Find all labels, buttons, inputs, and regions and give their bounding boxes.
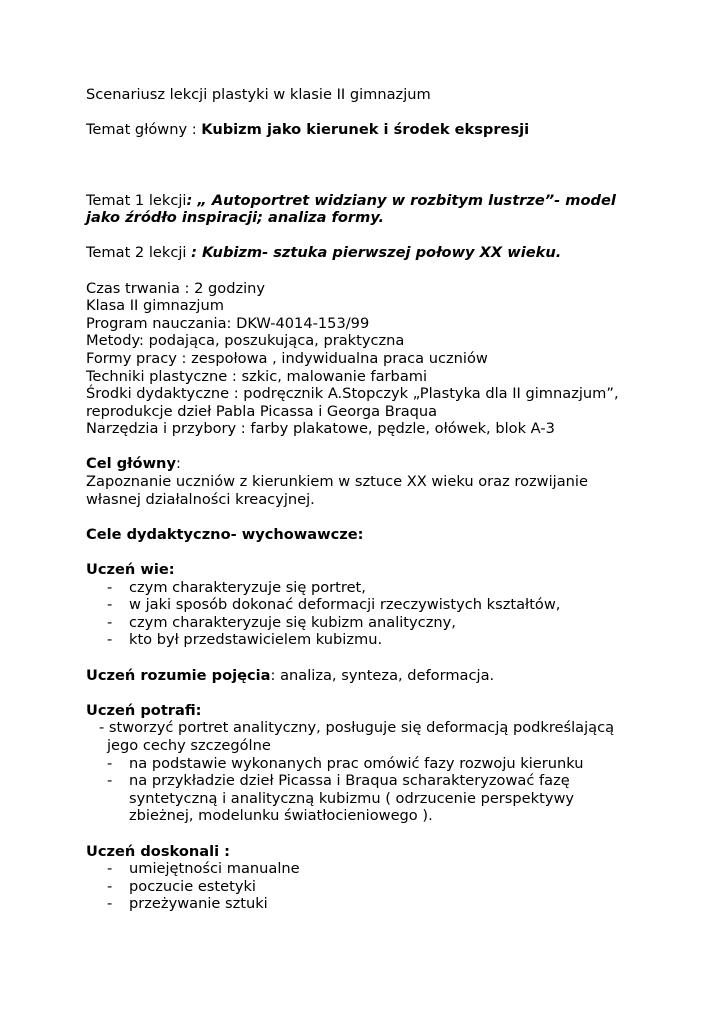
- bullet-dash: -: [107, 613, 113, 631]
- bullet-dash: -: [107, 578, 113, 596]
- lesson2-label: Temat 2 lekcji: [86, 244, 192, 262]
- main-topic: [86, 121, 646, 139]
- lesson1-title-cont: jako źródło inspiracji; analiza formy.: [86, 209, 385, 227]
- lesson1-topic: [86, 192, 646, 210]
- info-work-forms: Formy pracy : zespołowa , indywidualna praca uczniów: [86, 349, 488, 367]
- can-first-item-cont: jego cechy szczególne: [107, 736, 271, 754]
- understands-line: [86, 667, 646, 685]
- info-techniques: Techniki plastyczne : szkic, malowanie farbami: [86, 367, 428, 385]
- info-teaching-aids: Środki dydaktyczne : podręcznik A.Stopczyk „Plastyka dla II gimnazjum”,: [86, 385, 619, 403]
- bullet-dash: -: [107, 860, 113, 878]
- lesson1-label: Temat 1 lekcji: [86, 191, 187, 209]
- list-item: - czym charakteryzuje się portret,: [107, 578, 366, 596]
- can-list: [86, 755, 646, 825]
- list-item: - na podstawie wykonanych prac omówić fazy rozwoju kierunku: [107, 754, 584, 772]
- knows-list: [86, 579, 646, 649]
- lesson2-title: : Kubizm- sztuka pierwszej połowy XX wieku.: [191, 244, 562, 262]
- didactic-goals-heading: Cele dydaktyczno- wychowawcze:: [86, 525, 364, 543]
- knows-heading: Uczeń wie:: [86, 561, 175, 579]
- info-duration: Czas trwania : 2 godziny: [86, 279, 266, 297]
- can-first-item: - stworzyć portret analityczny, posługuje się deformacją podkreślającą: [99, 719, 615, 737]
- list-item: - umiejętności manualne: [107, 860, 300, 878]
- can-heading: Uczeń potrafi:: [86, 701, 202, 719]
- bullet-dash: -: [107, 877, 113, 895]
- info-program: Program nauczania: DKW-4014-153/99: [86, 314, 370, 332]
- main-goal-text-line1: Zapoznanie uczniów z kierunkiem w sztuce XX wieku oraz rozwijanie: [86, 473, 588, 491]
- info-methods: Metody: podająca, poszukująca, praktyczna: [86, 332, 405, 350]
- bullet-dash: -: [107, 772, 113, 790]
- perfects-heading: Uczeń doskonali :: [86, 842, 231, 860]
- list-item: - przeżywanie sztuki: [107, 895, 268, 913]
- list-item: - na przykładzie dzieł Picassa i Braqua scharakteryzować fazę syntetyczną i analityczną kubizmu ( odrzucenie perspektywy zbieżnej, modelunku światłocieniowego ).: [107, 772, 575, 825]
- main-topic-label: Temat główny :: [86, 121, 202, 139]
- info-class: Klasa II gimnazjum: [86, 297, 224, 315]
- info-tools: Narzędzia i przybory : farby plakatowe, pędzle, ołówek, blok A-3: [86, 420, 555, 438]
- understands-text: : analiza, synteza, deformacja.: [270, 666, 495, 684]
- bullet-dash: -: [107, 895, 113, 913]
- perfects-list: [86, 860, 646, 913]
- main-goal-heading: Cel główny:: [86, 455, 181, 473]
- main-goal-text-line2: własnej działalności kreacyjnej.: [86, 490, 315, 508]
- document-page: [86, 86, 646, 913]
- lesson1-title: : „ Autoportret widziany w rozbitym lustrze”- model: [186, 191, 616, 209]
- scenario-title: Scenariusz lekcji plastyki w klasie II gimnazjum: [86, 86, 431, 103]
- bullet-dash: -: [107, 754, 113, 772]
- bullet-dash: -: [107, 631, 113, 649]
- list-item: - czym charakteryzuje się kubizm analityczny,: [107, 613, 456, 631]
- understands-heading: Uczeń rozumie pojęcia: [86, 666, 271, 684]
- lesson-info: [86, 280, 646, 438]
- list-item: - kto był przedstawicielem kubizmu.: [107, 631, 383, 649]
- lesson2-topic: [86, 244, 646, 262]
- bullet-dash: -: [107, 596, 113, 614]
- info-teaching-aids-cont: reprodukcje dzieł Pabla Picassa i Georga Braqua: [86, 402, 438, 420]
- list-item: - poczucie estetyki: [107, 877, 256, 895]
- list-item: - w jaki sposób dokonać deformacji rzeczywistych kształtów,: [107, 596, 561, 614]
- main-topic-value: Kubizm jako kierunek i środek ekspresji: [201, 121, 530, 139]
